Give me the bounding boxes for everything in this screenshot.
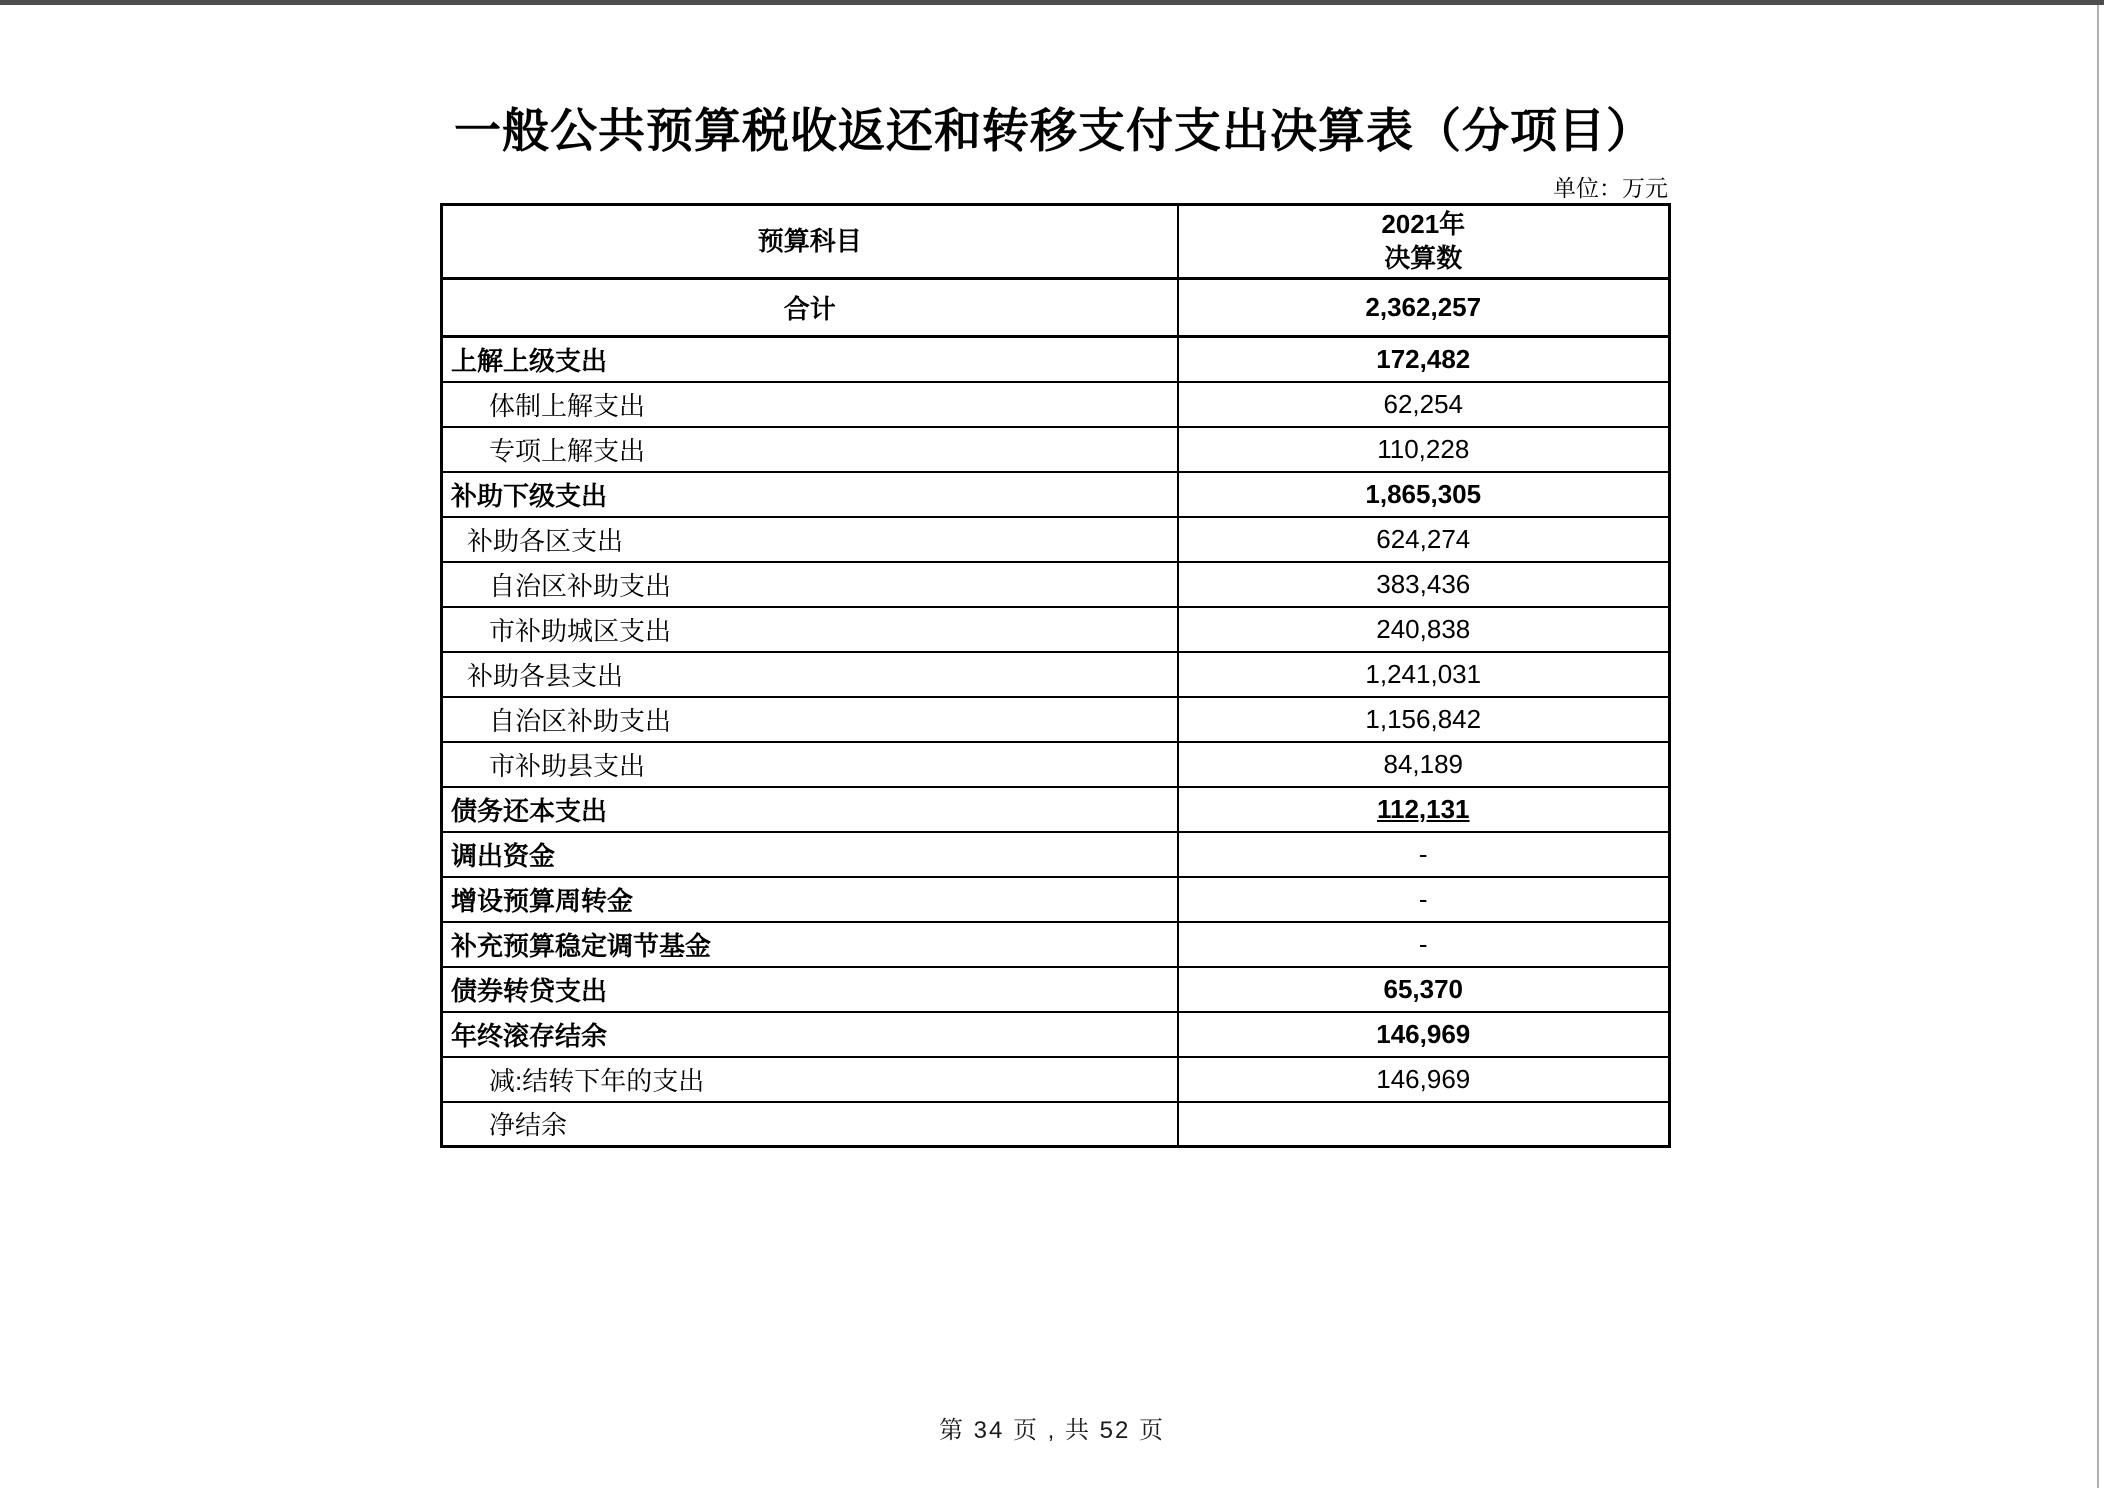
budget-item-label: 市补助城区支出 [442,607,1178,652]
table-row [442,832,1670,877]
table-row [442,337,1670,382]
table-row [442,1012,1670,1057]
unit-label: 单位：万元 [1553,175,1668,201]
table-row [442,382,1670,427]
budget-item-value: 383,436 [1178,562,1670,607]
budget-item-label: 调出资金 [442,832,1178,877]
table-row [442,427,1670,472]
table-row [442,517,1670,562]
budget-item-value: 84,189 [1178,742,1670,787]
budget-item-value: 146,969 [1178,1057,1670,1102]
budget-item-label: 上解上级支出 [442,337,1178,382]
budget-item-label: 补助下级支出 [442,472,1178,517]
budget-item-value: 624,274 [1178,517,1670,562]
table-row [442,967,1670,1012]
header-year: 2021年 [1381,208,1466,239]
budget-item-label: 补助各县支出 [442,652,1178,697]
budget-item-value: 110,228 [1178,427,1670,472]
page-right-edge-line [2097,5,2099,1488]
budget-item-value: 1,865,305 [1178,472,1670,517]
budget-item-value: 62,254 [1178,382,1670,427]
budget-item-label: 补充预算稳定调节基金 [442,922,1178,967]
budget-item-value: 1,156,842 [1178,697,1670,742]
budget-item-label: 补助各区支出 [442,517,1178,562]
total-value: 2,362,257 [1178,279,1670,337]
table-row [442,1057,1670,1102]
budget-item-label: 自治区补助支出 [442,562,1178,607]
total-label: 合计 [442,279,1178,337]
window-top-edge [0,0,2104,5]
table-row [442,472,1670,517]
table-body [442,279,1670,1147]
budget-item-label: 市补助县支出 [442,742,1178,787]
table-row [442,562,1670,607]
budget-item-label: 增设预算周转金 [442,877,1178,922]
table-header-row [442,205,1670,279]
budget-item-value: 172,482 [1178,337,1670,382]
budget-item-value: 146,969 [1178,1012,1670,1057]
budget-item-label: 体制上解支出 [442,382,1178,427]
table-total-row [442,279,1670,337]
budget-item-label: 专项上解支出 [442,427,1178,472]
budget-item-label: 债券转贷支出 [442,967,1178,1012]
budget-item-label: 债务还本支出 [442,787,1178,832]
page-number-footer: 第 34 页 , 共 52 页 [938,1417,1166,1444]
budget-item-value: 1,241,031 [1178,652,1670,697]
budget-table [440,203,1671,1148]
header-amount: 决算数 [1384,242,1463,273]
budget-item-value: 65,370 [1178,967,1670,1012]
budget-item-value: 240,838 [1178,607,1670,652]
budget-item-value: - [1178,832,1670,877]
table-row [442,922,1670,967]
table-row [442,607,1670,652]
budget-item-value [1178,1102,1670,1147]
table-row [442,877,1670,922]
table-row [442,1102,1670,1147]
budget-item-label: 年终滚存结余 [442,1012,1178,1057]
table-row [442,652,1670,697]
header-budget-subject: 预算科目 [442,205,1178,279]
header-year-amount [1178,205,1670,279]
table-row [442,787,1670,832]
budget-item-value: - [1178,877,1670,922]
budget-item-value: 112,131 [1178,787,1670,832]
page-title: 一般公共预算税收返还和转移支付支出决算表（分项目） [454,104,1654,157]
budget-item-label: 减:结转下年的支出 [442,1057,1178,1102]
budget-item-label: 净结余 [442,1102,1178,1147]
table-row [442,742,1670,787]
budget-item-label: 自治区补助支出 [442,697,1178,742]
table-row [442,697,1670,742]
budget-item-value: - [1178,922,1670,967]
